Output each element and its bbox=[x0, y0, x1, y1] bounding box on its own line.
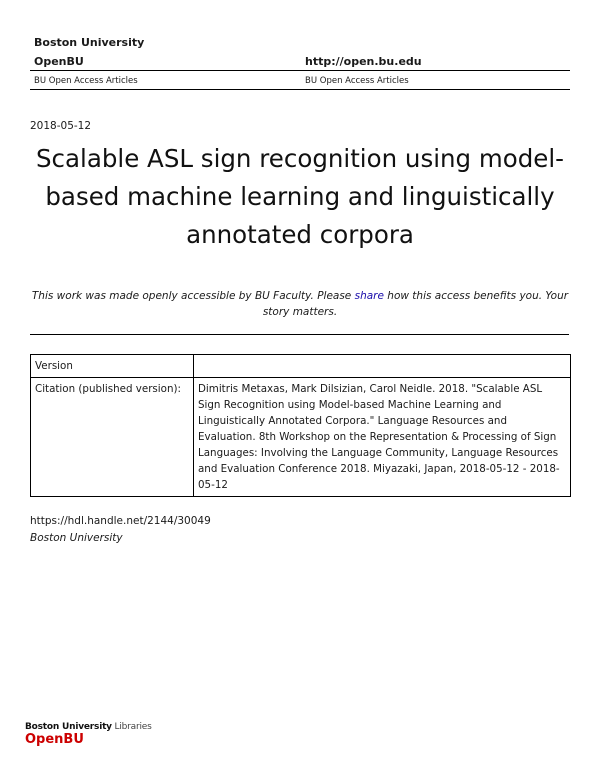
logo-libraries-text: Libraries bbox=[111, 722, 152, 732]
access-notice-after: how this access benefits you. Your story matters. bbox=[262, 290, 569, 318]
notice-divider bbox=[30, 334, 569, 335]
header-repository: OpenBU bbox=[34, 55, 84, 68]
access-notice bbox=[30, 288, 570, 320]
header-divider-top bbox=[30, 70, 570, 71]
openbu-logo bbox=[25, 722, 152, 747]
share-link[interactable]: share bbox=[354, 290, 384, 302]
logo-bu-text: Boston University bbox=[25, 722, 112, 732]
document-title: Scalable ASL sign recognition using model-based machine learning and linguistically annotated corpora bbox=[35, 144, 565, 249]
table-row-citation bbox=[31, 378, 571, 497]
header-collection-left: BU Open Access Articles bbox=[34, 76, 138, 86]
version-value bbox=[194, 355, 571, 378]
logo-openbu-text: OpenBU bbox=[25, 732, 84, 747]
handle-link[interactable]: https://hdl.handle.net/2144/30049 bbox=[30, 515, 211, 527]
header-url[interactable]: http://open.bu.edu bbox=[305, 55, 422, 68]
header-institution: Boston University bbox=[34, 36, 145, 49]
citation-label: Citation (published version): bbox=[31, 378, 194, 497]
table-row-version bbox=[31, 355, 571, 378]
citation-value: Dimitris Metaxas, Mark Dilsizian, Carol Neidle. 2018. "Scalable ASL Sign Recognition using Model-based Machine Learning and Linguistically Annotated Corpora." Language Resources and Evaluation. 8th Workshop on the Representation & Processing of Sign Languages: Involving the Language Community, Language Resources and Evaluation Conference 2018. Miyazaki, Japan, 2018-05-12 - 2018-05-12 bbox=[194, 378, 571, 497]
institution-name: Boston University bbox=[30, 532, 123, 544]
metadata-table bbox=[30, 354, 571, 497]
access-notice-before: This work was made openly accessible by BU Faculty. Please bbox=[31, 290, 355, 302]
header-divider-bottom bbox=[30, 89, 570, 90]
header-collection-right: BU Open Access Articles bbox=[305, 76, 409, 86]
version-label: Version bbox=[31, 355, 194, 378]
publication-date: 2018-05-12 bbox=[30, 120, 92, 132]
